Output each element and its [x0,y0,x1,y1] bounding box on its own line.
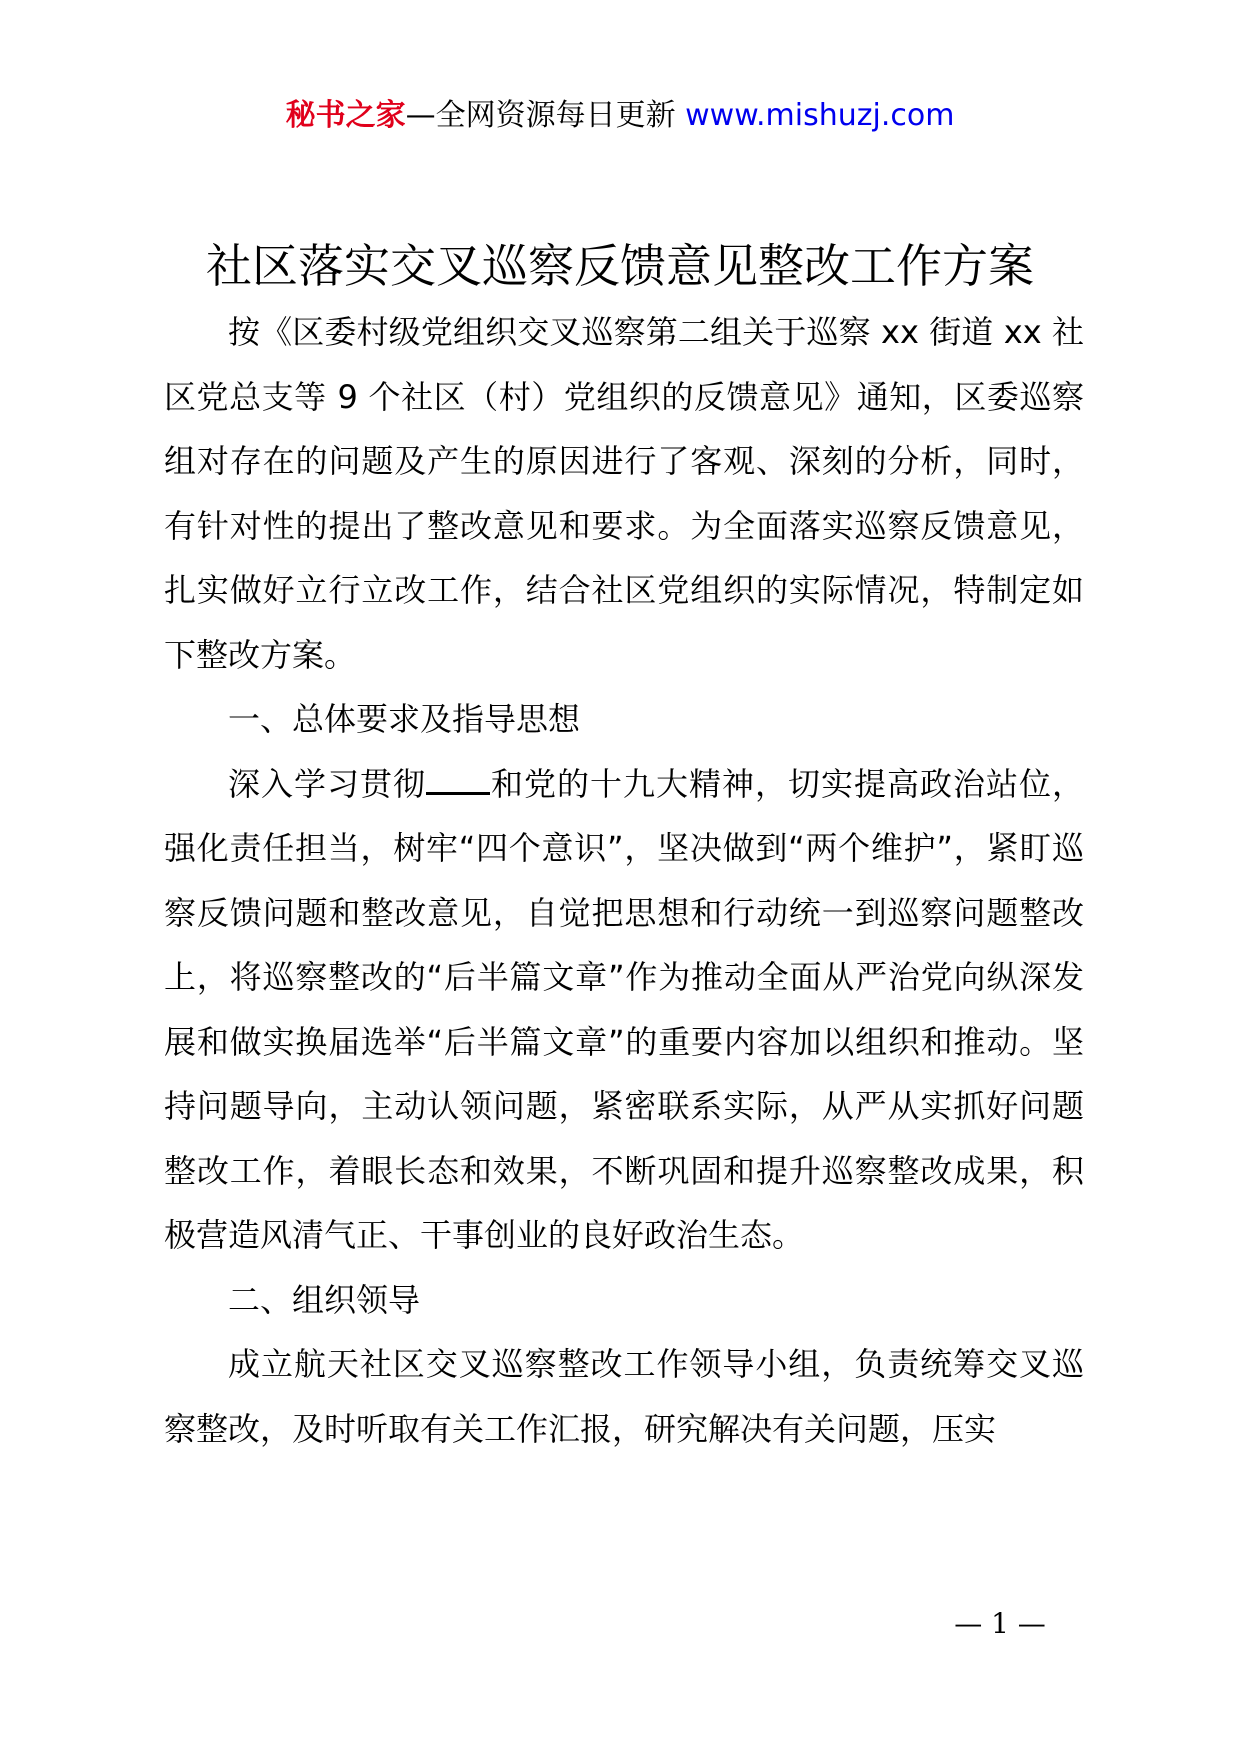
organization-paragraph: 成立航天社区交叉巡察整改工作领导小组，负责统筹交叉巡察整改，及时听取有关工作汇报，研究解决有关问题，压实 [164,1345,1084,1448]
fill-in-blank [426,761,490,794]
site-brand: 秘书之家 [285,98,406,133]
site-url-link[interactable]: www.mishuzj.com [685,98,955,133]
guide-text-after-blank: 和党的十九大精神，切实提高政治站位，强化责任担当，树牢“四个意识”，坚决做到“两个维护”，紧盯巡察反馈问题和整改意见，自觉把思想和行动统一到巡察问题整改上，将巡察整改的“后半篇文章”作为推动全面从严治党向纵深发展和做实换届选举“后半篇文章”的重要内容加以组织和推动。坚持问题导向，主动认领问题，紧密联系实际，从严从实抓好问题整改工作，着眼长态和效果，不断巩固和提升巡察整改成果，积极营造风清气正、干事创业的良好政治生态。 [164,764,1084,1254]
guide-text-before-blank: 深入学习贯彻 [228,764,426,803]
document-body [164,300,1084,1461]
page-number: — 1 — [954,1607,1046,1640]
site-slogan: —全网资源每日更新 [405,98,686,133]
site-header [0,96,1240,136]
section-heading-general-requirements: 一、总体要求及指导思想 [228,700,581,738]
guiding-principles-paragraph [164,752,1084,1268]
section-heading-organization-leadership: 二、组织领导 [228,1280,421,1319]
document-title: 社区落实交叉巡察反馈意见整改工作方案 [206,239,1034,293]
intro-paragraph: 按《区委村级党组织交叉巡察第二组关于巡察 xx 街道 xx 社区党总支等 9 个社区（村）党组织的反馈意见》通知，区委巡察组对存在的问题及产生的原因进行了客观、深刻的分析，同时，有针对性的提出了整改意见和要求。为全面落实巡察反馈意见，扎实做好立行立改工作，结合社区党组织的实际情况，特制定如下整改方案。 [164,313,1084,674]
